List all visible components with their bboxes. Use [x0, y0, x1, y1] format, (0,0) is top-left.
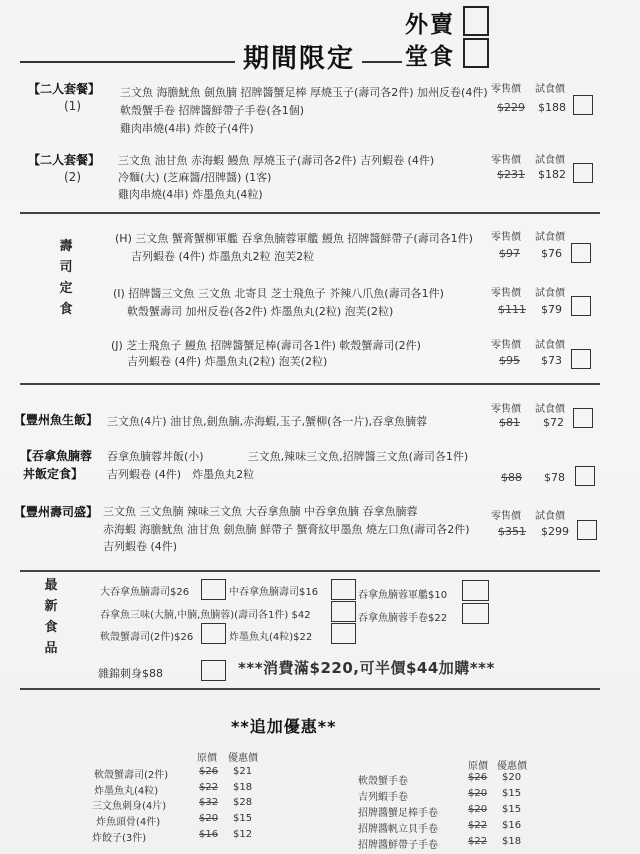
trial-price-label: 試食價 [535, 511, 565, 522]
new-item: 雜錦刺身$88 [98, 667, 163, 680]
extra-price: $18 [502, 836, 522, 847]
order-checkbox[interactable] [573, 408, 593, 428]
extra-orig-price: $22 [199, 782, 219, 793]
extra-item-name: 炸魚頭骨(4件) [96, 817, 161, 828]
order-checkbox[interactable] [573, 95, 593, 115]
retail-price-label: 零售價 [491, 288, 521, 299]
retail-price: $351 [498, 525, 526, 538]
divider [362, 61, 402, 63]
order-checkbox[interactable] [571, 296, 591, 316]
extra-orig-price: $20 [199, 813, 219, 824]
extra-orig-price: $26 [468, 772, 488, 783]
order-checkbox[interactable] [462, 603, 489, 624]
order-checkbox[interactable] [577, 520, 597, 540]
extra-item-name: 炸墨魚丸(4粒) [94, 786, 159, 797]
order-checkbox[interactable] [573, 163, 593, 183]
set-meal-line: 三文魚 油甘魚 赤海蝦 鰻魚 厚燒玉子(壽司各2件) 吉列蝦卷 (4件) [118, 154, 435, 167]
discount-price-header: 優惠價 [228, 753, 258, 764]
retail-price-label: 零售價 [491, 155, 521, 166]
trial-price: $299 [541, 525, 569, 538]
extra-price: $15 [233, 813, 253, 824]
extra-price: $15 [502, 804, 522, 815]
special-label: 丼飯定食】 [23, 467, 84, 481]
dinein-label: 堂食 [405, 44, 455, 70]
extra-price: $28 [233, 797, 253, 808]
special-label: 【豐州壽司盛】 [14, 505, 99, 519]
set-meal-line: 軟殼蟹手卷 招牌醬鮮帶子手卷(各1個) [120, 104, 305, 117]
order-checkbox[interactable] [571, 349, 591, 369]
trial-price-label: 試食價 [535, 232, 565, 243]
new-item: 中吞拿魚腩壽司$16 [229, 587, 319, 598]
sushi-set-line: (J) 芝士飛魚子 鰻魚 招牌醬蟹足棒(壽司各1件) 軟殼蟹壽司(2件) [111, 339, 421, 352]
trial-price: $188 [538, 101, 566, 114]
extras-title: **追加優惠** [231, 717, 337, 736]
order-checkbox[interactable] [201, 623, 226, 644]
set-meal-label: 【二人套餐】 [28, 82, 101, 96]
sushi-set-line: 吉列蝦卷 (4件) 炸墨魚丸(2粒) 泡芙(2粒) [127, 355, 328, 368]
set-meal-label: 【二人套餐】 [28, 153, 101, 167]
section-divider [20, 688, 600, 690]
order-checkbox[interactable] [575, 466, 595, 486]
set-meal-line: 三文魚 海膽魷魚 劍魚腩 招牌醬蟹足棒 厚燒玉子(壽司各2件) 加州反卷(4件) [120, 86, 488, 99]
orig-price-header: 原價 [468, 761, 488, 772]
trial-price: $73 [541, 354, 562, 367]
retail-price: $231 [497, 168, 525, 181]
retail-price: $81 [499, 416, 520, 429]
sushi-set-title: 壽司定食 [59, 239, 73, 317]
order-checkbox[interactable] [201, 660, 226, 681]
special-line: 吞拿魚腩蓉丼飯(小) 三文魚,辣味三文魚,招牌醬三文魚(壽司各1件) [107, 450, 469, 463]
page-title: 期間限定 [243, 44, 356, 74]
set-meal-number: (1) [64, 99, 81, 113]
retail-price: $229 [497, 101, 525, 114]
special-line: 赤海蝦 海膽魷魚 油甘魚 劍魚腩 鮮帶子 蟹膏紋甲墨魚 燒左口魚(壽司各2件) [103, 523, 470, 536]
trial-price: $78 [544, 471, 565, 484]
set-meal-line: 冷麵(大) (芝麻醬/招牌醬) (1客) [118, 171, 272, 184]
extra-price: $20 [502, 772, 522, 783]
extra-item-name: 招牌醬鮮帶子手卷 [358, 840, 438, 851]
retail-price-label: 零售價 [491, 404, 521, 415]
extra-orig-price: $20 [468, 804, 488, 815]
new-item: 炸墨魚丸(4粒)$22 [229, 632, 313, 643]
extra-price: $21 [233, 766, 253, 777]
extra-item-name: 軟殼蟹壽司(2件) [94, 770, 169, 781]
trial-price: $79 [541, 303, 562, 316]
set-meal-line: 雞肉串燒(4串) 炸墨魚丸(4粒) [118, 188, 263, 201]
special-line: 吉列蝦卷 (4件) 炸墨魚丸2粒 [107, 468, 255, 481]
order-checkbox[interactable] [331, 579, 356, 600]
extra-item-name: 招牌醬帆立貝手卷 [358, 824, 438, 835]
orig-price-header: 原價 [197, 753, 217, 764]
extra-price: $12 [233, 829, 253, 840]
trial-price-label: 試食價 [535, 288, 565, 299]
retail-price: $95 [499, 354, 520, 367]
set-meal-number: (2) [64, 170, 81, 184]
trial-price-label: 試食價 [535, 404, 565, 415]
sushi-set-line: 吉列蝦卷 (4件) 炸墨魚丸2粒 泡芙2粒 [131, 250, 315, 263]
new-item: 大吞拿魚腩壽司$26 [100, 587, 190, 598]
trial-price-label: 試食價 [535, 155, 565, 166]
retail-price: $97 [499, 247, 520, 260]
new-item: 吞拿魚腩蓉手卷$22 [358, 613, 448, 624]
retail-price: $111 [498, 303, 526, 316]
retail-price: $88 [501, 471, 522, 484]
extra-price: $18 [233, 782, 253, 793]
takeout-label: 外賣 [405, 12, 455, 38]
order-checkbox[interactable] [331, 623, 356, 644]
extra-orig-price: $20 [468, 788, 488, 799]
divider [20, 61, 235, 63]
trial-price-label: 試食價 [535, 340, 565, 351]
extra-item-name: 吉列蝦手卷 [358, 792, 408, 803]
trial-price: $72 [543, 416, 564, 429]
special-label: 【豐州魚生飯】 [14, 413, 99, 427]
new-item: 吞拿魚腩蓉軍艦$10 [358, 590, 448, 601]
order-checkbox[interactable] [571, 243, 591, 263]
extra-orig-price: $16 [199, 829, 219, 840]
retail-price-label: 零售價 [491, 340, 521, 351]
order-checkbox[interactable] [331, 601, 356, 622]
trial-price-label: 試食價 [535, 84, 565, 95]
special-line: 吉列蝦卷 (4件) [103, 540, 178, 553]
sushi-set-line: 軟殼蟹壽司 加州反卷(各2件) 炸墨魚丸(2粒) 泡芙(2粒) [127, 305, 394, 318]
discount-price-header: 優惠價 [497, 761, 527, 772]
special-line: 三文魚 三文魚腩 辣味三文魚 大吞拿魚腩 中吞拿魚腩 吞拿魚腩蓉 [103, 505, 418, 518]
retail-price-label: 零售價 [491, 84, 521, 95]
extra-item-name: 炸餃子(3件) [92, 833, 147, 844]
extra-orig-price: $26 [199, 766, 219, 777]
new-item: 吞拿魚三味(大腩,中腩,魚腩蓉)(壽司各1件) $42 [100, 610, 311, 621]
sushi-set-line: (I) 招牌醬三文魚 三文魚 北寄貝 芝士飛魚子 芥辣八爪魚(壽司各1件) [113, 287, 444, 300]
promo-banner: ***消費滿$220,可半價$44加購*** [238, 659, 495, 677]
sushi-set-line: (H) 三文魚 蟹膏蟹柳軍艦 吞拿魚腩蓉軍艦 鰻魚 招牌醬鮮帶子(壽司各1件) [115, 232, 473, 245]
extra-item-name: 招牌醬蟹足棒手卷 [358, 808, 438, 819]
order-checkbox[interactable] [462, 580, 489, 601]
extra-orig-price: $32 [199, 797, 219, 808]
dinein-checkbox[interactable] [463, 38, 489, 68]
takeout-checkbox[interactable] [463, 6, 489, 36]
special-line: 三文魚(4片) 油甘魚,劍魚腩,赤海蝦,玉子,蟹柳(各一片),吞拿魚腩蓉 [107, 415, 428, 428]
trial-price: $76 [541, 247, 562, 260]
extra-price: $15 [502, 788, 522, 799]
special-label: 【吞拿魚腩蓉 [20, 449, 93, 463]
extra-orig-price: $22 [468, 820, 488, 831]
section-divider [20, 383, 600, 385]
new-items-title: 最新食品 [44, 578, 58, 656]
retail-price-label: 零售價 [491, 232, 521, 243]
order-checkbox[interactable] [201, 579, 226, 600]
set-meal-line: 雞肉串燒(4串) 炸餃子(4件) [120, 122, 254, 135]
extra-price: $16 [502, 820, 522, 831]
extra-item-name: 三文魚刺身(4片) [92, 801, 167, 812]
trial-price: $182 [538, 168, 566, 181]
section-divider [20, 570, 600, 572]
extra-item-name: 軟殼蟹手卷 [358, 776, 408, 787]
section-divider [20, 212, 600, 214]
retail-price-label: 零售價 [491, 511, 521, 522]
new-item: 軟殼蟹壽司(2件)$26 [100, 632, 194, 643]
extra-orig-price: $22 [468, 836, 488, 847]
